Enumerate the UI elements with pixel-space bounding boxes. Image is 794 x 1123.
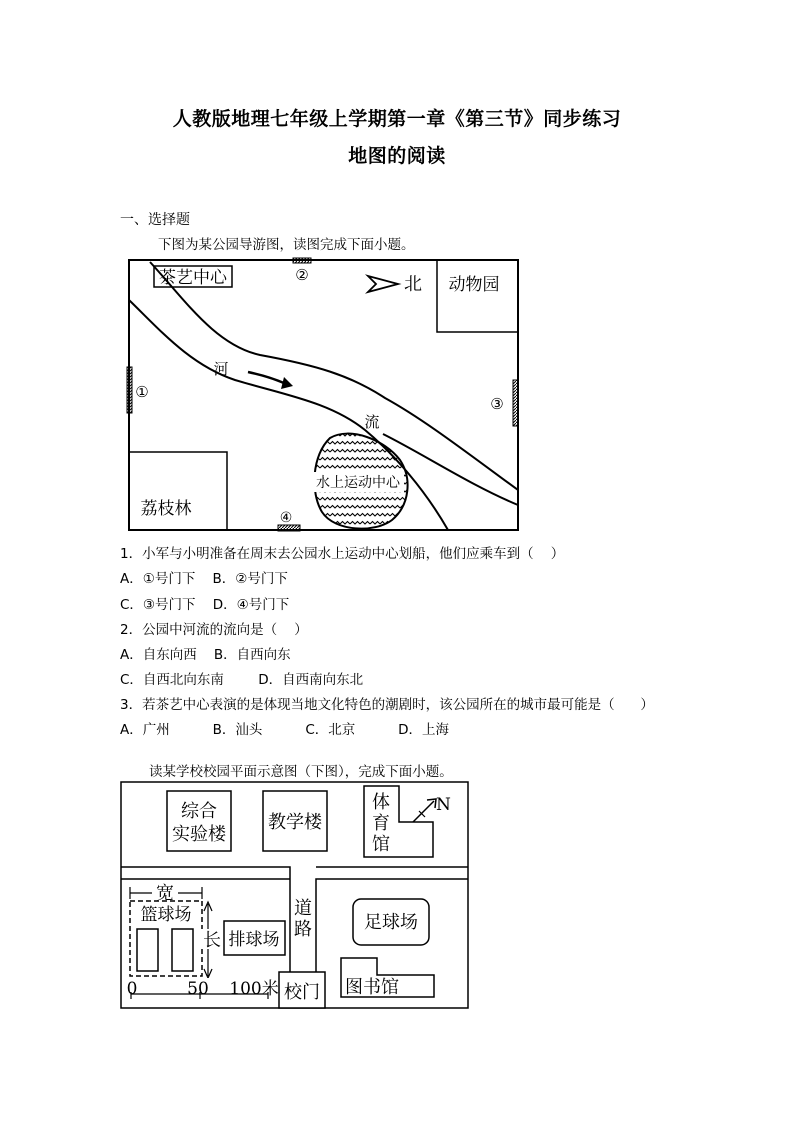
gym-label-1: 体 [372,792,390,813]
teaching-building-label: 教学楼 [268,812,322,833]
question-2-options-cd: C．自西北向东南 D．自西南向东北 [120,672,364,688]
basketball-label: 篮球场 [140,905,192,925]
gate-1-marker [127,367,132,413]
lab-building-label-1: 综合 [181,801,217,822]
lychee-label: 荔枝林 [140,499,192,519]
library-label: 图书馆 [345,977,399,998]
lab-building-label-2: 实验楼 [172,824,226,845]
scale-100-label: 100米 [229,979,279,999]
river-char-2: 流 [364,413,380,431]
question-3: 3．若茶艺中心表演的是体现当地文化特色的潮剧时，该公园所在的城市最可能是（ ） [120,697,654,713]
north-arrow-shaft-icon [413,801,434,822]
gate-3-label: ③ [490,395,504,413]
question-1-options-ab: A．①号门下 B．②号门下 [120,571,288,587]
river-char-1: 河 [213,360,229,378]
volleyball-label: 排球场 [228,930,280,950]
gym-label-2: 育 [372,813,390,834]
football-label: 足球场 [364,912,418,933]
page-title: 人教版地理七年级上学期第一章《第三节》同步练习 [172,108,622,130]
question-1: 1．小军与小明准备在周末去公园水上运动中心划船，他们应乘车到（ ） [120,546,565,562]
gate-2-marker [293,258,311,263]
length-label: 长 [203,930,221,951]
gate-4-label: ④ [279,510,293,526]
north-arrow-icon [368,276,398,292]
court-a [137,929,158,971]
flow-arrowhead-icon [281,377,293,389]
section-label: 一、选择题 [120,212,190,228]
question-intro-2: 读某学校校园平面示意图（下图），完成下面小题。 [149,764,453,780]
flow-arrow-icon [248,372,286,384]
page-subtitle: 地图的阅读 [348,145,446,167]
park-map [120,252,530,537]
gate-1-label: ① [135,383,149,401]
school-gate-label: 校门 [284,982,320,1003]
gate-3-marker [513,380,518,426]
north-label: N [436,795,451,815]
gate-2-label: ② [295,266,309,284]
north-label: 北 [404,274,422,295]
court-b [172,929,193,971]
width-label: 宽 [156,883,174,904]
campus-map [115,776,475,1016]
water-center-label: 水上运动中心 [316,475,400,491]
gym-label-3: 馆 [372,834,390,855]
question-1-options-cd: C．③号门下 D．④号门下 [120,597,290,613]
zoo-label: 动物园 [448,275,500,295]
question-intro: 下图为某公园导游图，读图完成下面小题。 [158,237,415,253]
road-label-1: 道 [294,898,312,919]
scale-0-label: 0 [126,979,138,999]
tea-center-label: 茶艺中心 [159,268,227,288]
scale-50-label: 50 [187,979,209,999]
zoo-box [437,260,518,332]
question-2-options-ab: A．自东向西 B．自西向东 [120,647,291,663]
question-3-options: A．广州 B．汕头 C．北京 D．上海 [120,722,450,738]
road-label-2: 路 [294,919,312,940]
question-2: 2．公园中河流的流向是（ ） [120,622,308,638]
